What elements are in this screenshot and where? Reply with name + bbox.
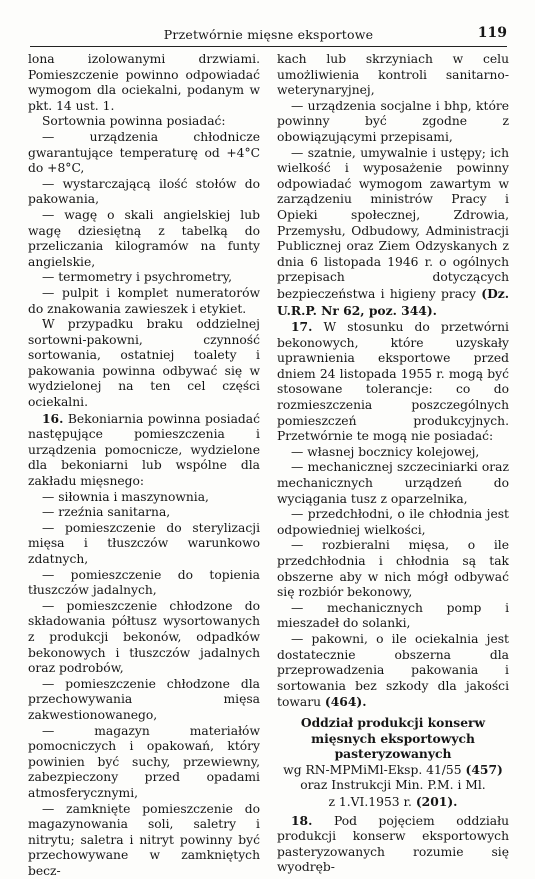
source-line [277,794,509,811]
legal-reference: (464). [325,694,367,709]
list-item: — pomieszczenie do sterylizacji mięsa i tłuszczów warunkowo zdatnych, [28,521,260,568]
list-item: — rozbieralni mięsa, o ile przedchłodnia i chłodnia są tak obszerne aby w nich mógł odbywać się rozbiór bekonowy, [277,538,509,600]
list-item [277,146,509,320]
paragraph-number: 17. [291,319,312,334]
page-header [30,20,507,47]
paragraph: W przypadku braku oddzielnej sortowni-pakowni, czynność sortowania, ostatniej toalety i pakowania powinna odbywać się w wydzielonej na ten cel części ociekalni. [28,317,260,411]
list-item: — mechanicznych pomp i mieszadeł do solanki, [277,601,509,632]
list-item: — mechanicznej szczeciniarki oraz mechanicznych urządzeń do wyciągania tusz z oparzelnika, [277,460,509,507]
paragraph-text: — szatnie, umywalnie i ustępy; ich wielkość i wyposażenie powinny odpowiadać wymogom zawartym w zarządzeniu ministrów Pracy i Opieki społecznej, Zdrowia, Przemysłu, Odbudowy, Administracji Publicznej oraz Ziem Odzyskanych z dnia 6 listopada 1946 r. o ogólnych przepisach dotyczących bezpieczeństwa i higieny pracy [277,146,509,301]
source-text: z 1.VI.1953 r. [329,795,412,809]
list-item: — termometry i psychrometry, [28,270,260,286]
numbered-paragraph [277,813,509,876]
right-column [277,52,509,876]
paragraph-text: Bekoniarnia powinna posiadać następujące pomieszczenia i urządzenia pomocnicze, wydzielone dla bekoniarni lub wspólne dla zakładu mięsnego: [28,412,260,488]
list-item: — magazyn materiałów pomocniczych i opakowań, który powinien być suchy, przewiewny, zabezpieczony przed opadami atmosferycznymi, [28,724,260,802]
list-item: — rzeźnia sanitarna, [28,505,260,521]
list-item: — pomieszczenie chłodzone do składowania półtusz wysortowanych z produkcji bekonów, odpadków bekonowych i tłuszczów jadalnych oraz podrobów, [28,599,260,677]
paragraph-number: 16. [42,411,63,426]
paragraph: kach lub skrzyniach w celu umożliwienia kontroli sanitarno-weterynaryjnej, [277,52,509,99]
left-column [28,52,260,879]
page-number: 119 [478,25,507,41]
list-item [277,632,509,711]
numbered-paragraph [277,319,509,445]
list-item: — wagę o skali angielskiej lub wagę dziesiętną z tabelką do przeliczania kilogramów na funty angielskie, [28,208,260,270]
legal-reference: (457) [466,762,503,777]
legal-reference: (201). [416,794,458,809]
paragraph: lona izolowanymi drzwiami. Pomieszczenie powinno odpowiadać wymogom dla ociekalni, podanym w pkt. 14 ust. 1. [28,52,260,114]
running-title: Przetwórnie mięsne eksportowe [30,27,507,42]
list-item: — pomieszczenie do topienia tłuszczów jadalnych, [28,568,260,599]
list-item: — przedchłodni, o ile chłodnia jest odpowiedniej wielkości, [277,507,509,538]
source-line: oraz Instrukcji Min. P.M. i Ml. [277,778,509,794]
paragraph-text: W stosunku do przetwórni bekonowych, które uzyskały uprawnienia eksportowe przed dniem 24 listopada 1955 r. mogą być stosowane tolerancje: co do rozmieszczenia poszczególnych pomieszczeń produkcyjnych. Przetwórnie te mogą nie posiadać: [277,320,509,443]
section-heading: Oddział produkcji konserw mięsnych eksportowych pasteryzowanych [277,715,509,762]
legal-reference: (Dz. U.R.P. Nr 62, poz. 344). [277,286,509,318]
paragraph: Sortownia powinna posiadać: [28,114,260,130]
paragraph-text: — pakowni, o ile ociekalnia jest dostatecznie obszerna dla przeprowadzenia pakowania i sortowania bez szkody dla jakości towaru [277,632,509,709]
paragraph-number: 18. [291,813,312,828]
list-item: — pomieszczenie chłodzone dla przechowywania mięsa zakwestionowanego, [28,677,260,724]
list-item: — urządzenia chłodnicze gwarantujące temperaturę od +4°C do +8°C, [28,130,260,177]
list-item: — pulpit i komplet numeratorów do znakowania zawieszek i etykiet. [28,286,260,317]
list-item: — wystarczającą ilość stołów do pakowania, [28,177,260,208]
list-item: — urządzenia socjalne i bhp, które powinny być zgodne z obowiązującymi przepisami, [277,99,509,146]
numbered-paragraph [28,411,260,490]
source-line [277,762,509,779]
list-item: — zamknięte pomieszczenie do magazynowania soli, saletry i nitrytu; saletra i nitryt powinny być przechowywane w zamkniętych becz- [28,802,260,879]
paragraph-text: Pod pojęciem oddziału produkcji konserw eksportowych pasteryzowanych rozumie się wyodręb- [277,814,509,875]
list-item: — własnej bocznicy kolejowej, [277,445,509,461]
list-item: — siłownia i maszynownia, [28,490,260,506]
source-text: wg RN-MPMiMl-Eksp. 41/55 [283,763,461,777]
